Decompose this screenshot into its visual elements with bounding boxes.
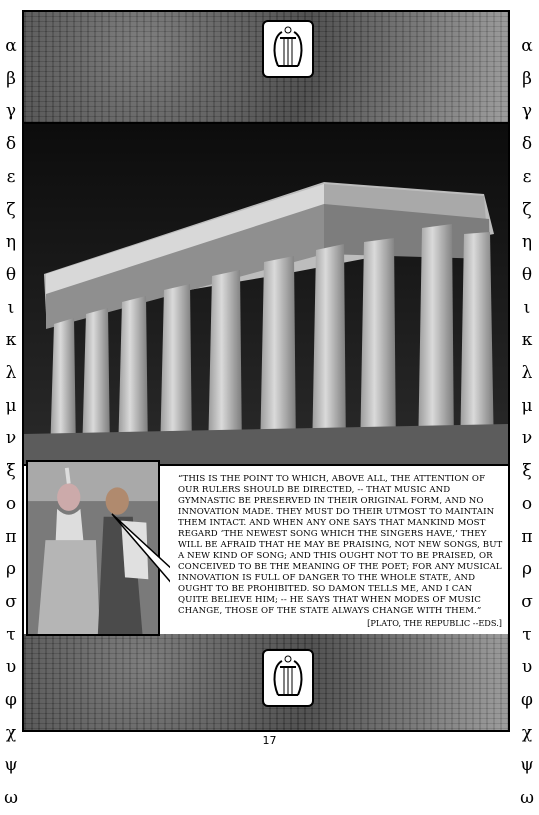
greek-letter-left: η: [5, 232, 17, 253]
greek-letter-left: ω: [4, 788, 18, 809]
greek-letter-right: κ: [521, 330, 533, 351]
quote-citation: [PLATO, THE REPUBLIC --EDS.]: [367, 618, 502, 628]
greek-letter-right: ω: [520, 788, 534, 809]
lyre-icon: [262, 649, 314, 707]
greek-letter-right: μ: [521, 395, 533, 416]
greek-alphabet-right: [518, 30, 536, 815]
greek-letter-right: ζ: [522, 199, 532, 220]
greek-letter-right: α: [521, 36, 533, 56]
greek-letter-right: λ: [521, 363, 533, 384]
greek-letter-right: θ: [521, 264, 533, 285]
greek-letter-right: η: [521, 232, 533, 253]
greek-letter-left: β: [6, 68, 16, 89]
greek-letter-right: δ: [521, 134, 533, 155]
greek-letter-right: π: [521, 526, 533, 547]
greek-letter-right: ο: [521, 493, 533, 514]
greek-letter-left: υ: [5, 657, 17, 678]
greek-letter-left: ψ: [4, 755, 18, 776]
greek-letter-right: ν: [521, 428, 533, 449]
greek-letter-left: π: [5, 526, 17, 547]
greek-letter-right: β: [522, 68, 532, 89]
greek-letter-right: ξ: [522, 461, 532, 482]
parthenon-photo: [24, 122, 510, 466]
greek-letter-left: χ: [5, 722, 17, 743]
greek-letter-left: γ: [5, 101, 17, 122]
greek-letter-left: α: [5, 36, 17, 56]
greek-letter-right: γ: [521, 101, 533, 122]
greek-letter-left: ι: [7, 297, 15, 318]
greek-alphabet-left: [2, 30, 20, 815]
page-number: 17: [262, 734, 277, 747]
greek-letter-left: δ: [5, 134, 17, 155]
greek-letter-left: ξ: [6, 461, 16, 482]
greek-letter-left: ν: [5, 428, 17, 449]
greek-letter-right: ι: [523, 297, 531, 318]
greek-letter-left: τ: [6, 624, 16, 645]
greek-letter-left: θ: [5, 264, 17, 285]
greek-letter-left: μ: [5, 395, 17, 416]
greek-letter-right: τ: [522, 624, 532, 645]
greek-letter-left: ρ: [6, 559, 16, 580]
greek-letter-left: σ: [5, 591, 17, 612]
greek-letter-left: ε: [6, 166, 16, 187]
greek-letter-right: σ: [521, 591, 533, 612]
page-frame: [22, 10, 510, 732]
greek-letter-right: φ: [521, 690, 533, 711]
greek-letter-right: υ: [521, 657, 533, 678]
lyre-icon: [262, 20, 314, 78]
greek-letter-left: ζ: [6, 199, 16, 220]
greek-letter-left: λ: [5, 363, 17, 384]
greek-letter-right: ρ: [522, 559, 532, 580]
quote-text: “THIS IS THE POINT TO WHICH, ABOVE ALL, THE ATTENTION OF OUR RULERS SHOULD BE DIRECTED, -- THAT MUSIC AND GYMNASTIC BE PRESERVED IN THEIR ORIGINAL FORM, AND NO INNOVATION MADE. THEY MUST DO THEIR UTMOST TO MAINTAIN THEM INTACT. AND WHEN ANY ONE SAYS THAT MANKIND MOST REGARD ‘THE NEWEST SONG WHICH THE SINGERS HAVE,’ THEY WILL BE AFRAID THAT HE MAY BE PRAISING, NOT NEW SONGS, BUT A NEW KIND OF SONG; AND THIS OUGHT NOT TO BE PRAISED, OR CONCEIVED TO BE THE MEANING OF THE POET; FOR ANY MUSICAL INNOVATION IS FULL OF DANGER TO THE WHOLE STATE, AND OUGHT TO BE PROHIBITED. SO DAMON TELLS ME, AND I CAN QUITE BELIEVE HIM; -- HE SAYS THAT WHEN MODES OF MUSIC CHANGE, THOSE OF THE STATE ALWAYS CHANGE WITH THEM.”: [178, 474, 503, 616]
greek-letter-right: χ: [521, 722, 533, 743]
greek-letter-left: φ: [5, 690, 17, 711]
quote-box: [170, 468, 510, 634]
greek-letter-left: ο: [5, 493, 17, 514]
greek-letter-right: ψ: [520, 755, 534, 776]
greek-letter-left: κ: [5, 330, 17, 351]
greek-letter-right: ε: [522, 166, 532, 187]
